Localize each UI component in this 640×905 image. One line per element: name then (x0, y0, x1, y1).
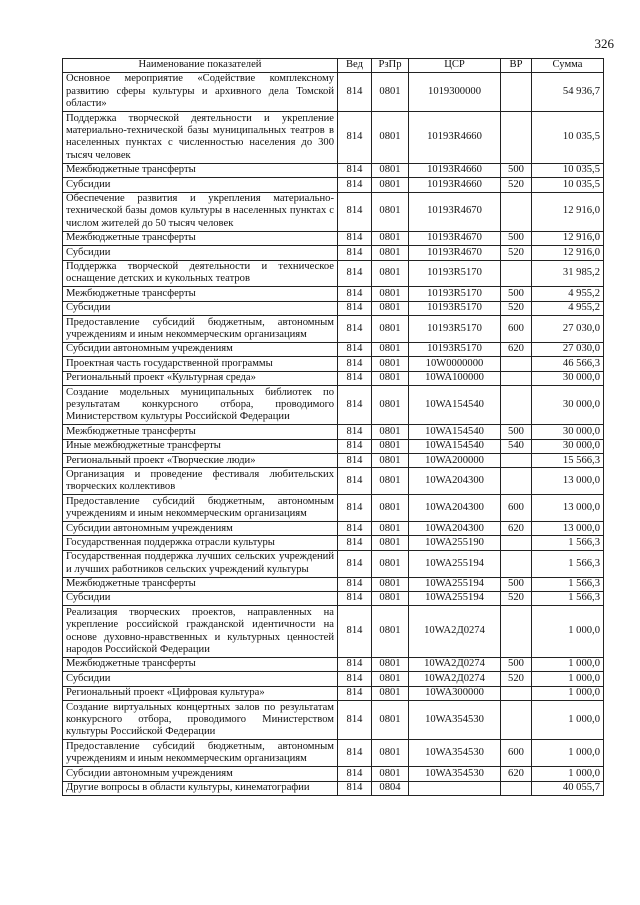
cell-name: Региональный проект «Творческие люди» (63, 454, 338, 468)
cell-rzpr: 0801 (372, 740, 409, 767)
table-row (63, 342, 604, 356)
header-rzpr: РзПр (372, 59, 409, 73)
cell-name: Субсидии (63, 246, 338, 260)
cell-csr: 10193R4660 (409, 178, 501, 192)
cell-rzpr: 0801 (372, 316, 409, 343)
cell-sum: 1 566,3 (532, 577, 604, 591)
cell-csr: 10WA200000 (409, 454, 501, 468)
cell-sum: 27 030,0 (532, 316, 604, 343)
cell-sum: 1 000,0 (532, 672, 604, 686)
cell-sum: 13 000,0 (532, 495, 604, 522)
table-row (63, 550, 604, 577)
cell-sum: 1 566,3 (532, 550, 604, 577)
cell-vr (501, 371, 532, 385)
table-row (63, 522, 604, 536)
cell-sum: 4 955,2 (532, 301, 604, 315)
cell-rzpr: 0801 (372, 701, 409, 740)
cell-sum: 54 936,7 (532, 73, 604, 112)
cell-ved: 814 (338, 301, 372, 315)
cell-rzpr: 0801 (372, 178, 409, 192)
cell-ved: 814 (338, 163, 372, 177)
cell-sum: 30 000,0 (532, 371, 604, 385)
cell-vr (501, 781, 532, 795)
table-row (63, 577, 604, 591)
table-row (63, 163, 604, 177)
cell-rzpr: 0801 (372, 686, 409, 700)
table-row (63, 740, 604, 767)
cell-csr: 10193R5170 (409, 316, 501, 343)
cell-csr: 10WA154540 (409, 386, 501, 425)
cell-rzpr: 0801 (372, 592, 409, 606)
cell-csr: 10WA354530 (409, 740, 501, 767)
cell-vr: 500 (501, 287, 532, 301)
cell-name: Субсидии автономным учреждениям (63, 342, 338, 356)
cell-name: Другие вопросы в области культуры, кинематографии (63, 781, 338, 795)
cell-csr: 10WA255190 (409, 536, 501, 550)
cell-vr: 500 (501, 657, 532, 671)
cell-name: Основное мероприятие «Содействие комплексному развитию сферы культуры и архивного дела Томской области» (63, 73, 338, 112)
cell-ved: 814 (338, 342, 372, 356)
cell-sum: 31 985,2 (532, 260, 604, 287)
header-name: Наименование показателей (63, 59, 338, 73)
cell-csr: 10193R4670 (409, 192, 501, 231)
cell-ved: 814 (338, 536, 372, 550)
table-row (63, 260, 604, 287)
cell-vr: 600 (501, 740, 532, 767)
cell-sum: 12 916,0 (532, 231, 604, 245)
cell-vr (501, 386, 532, 425)
cell-name: Межбюджетные трансферты (63, 163, 338, 177)
cell-ved: 814 (338, 767, 372, 781)
cell-name: Межбюджетные трансферты (63, 577, 338, 591)
cell-rzpr: 0801 (372, 439, 409, 453)
cell-ved: 814 (338, 425, 372, 439)
cell-ved: 814 (338, 112, 372, 164)
cell-vr (501, 192, 532, 231)
cell-name: Межбюджетные трансферты (63, 425, 338, 439)
cell-sum: 1 000,0 (532, 606, 604, 658)
cell-sum: 27 030,0 (532, 342, 604, 356)
cell-csr: 10WA154540 (409, 439, 501, 453)
cell-vr: 600 (501, 316, 532, 343)
cell-ved: 814 (338, 468, 372, 495)
table-row (63, 454, 604, 468)
cell-csr: 10193R5170 (409, 342, 501, 356)
table-row (63, 386, 604, 425)
cell-csr: 10WA204300 (409, 522, 501, 536)
cell-name: Предоставление субсидий бюджетным, автономным учреждениям и иным некоммерческим организациям (63, 316, 338, 343)
table-row (63, 495, 604, 522)
cell-vr (501, 701, 532, 740)
cell-name: Субсидии автономным учреждениям (63, 767, 338, 781)
cell-ved: 814 (338, 357, 372, 371)
cell-rzpr: 0801 (372, 73, 409, 112)
cell-ved: 814 (338, 522, 372, 536)
cell-ved: 814 (338, 495, 372, 522)
cell-name: Субсидии (63, 178, 338, 192)
cell-sum: 13 000,0 (532, 522, 604, 536)
cell-name: Государственная поддержка лучших сельских учреждений и лучших работников сельских учреждений культуры (63, 550, 338, 577)
cell-name: Субсидии автономным учреждениям (63, 522, 338, 536)
cell-rzpr: 0801 (372, 672, 409, 686)
cell-vr: 520 (501, 592, 532, 606)
cell-rzpr: 0801 (372, 342, 409, 356)
cell-name: Государственная поддержка отрасли культуры (63, 536, 338, 550)
cell-ved: 814 (338, 386, 372, 425)
cell-ved: 814 (338, 781, 372, 795)
cell-csr: 10193R4660 (409, 163, 501, 177)
cell-sum: 1 000,0 (532, 686, 604, 700)
table-row (63, 672, 604, 686)
cell-vr (501, 550, 532, 577)
cell-rzpr: 0801 (372, 246, 409, 260)
cell-rzpr: 0801 (372, 550, 409, 577)
table-row (63, 536, 604, 550)
cell-vr: 500 (501, 577, 532, 591)
table-row (63, 592, 604, 606)
table-row (63, 425, 604, 439)
cell-vr: 520 (501, 246, 532, 260)
cell-csr: 10193R5170 (409, 287, 501, 301)
cell-rzpr: 0804 (372, 781, 409, 795)
cell-rzpr: 0801 (372, 468, 409, 495)
cell-ved: 814 (338, 73, 372, 112)
cell-rzpr: 0801 (372, 657, 409, 671)
cell-name: Организация и проведение фестиваля любительских творческих коллективов (63, 468, 338, 495)
cell-name: Межбюджетные трансферты (63, 231, 338, 245)
table-row (63, 357, 604, 371)
cell-csr: 10193R5170 (409, 260, 501, 287)
cell-csr: 10WA354530 (409, 767, 501, 781)
cell-csr: 10WA154540 (409, 425, 501, 439)
cell-sum: 46 566,3 (532, 357, 604, 371)
cell-csr: 10WA204300 (409, 468, 501, 495)
cell-sum: 1 566,3 (532, 536, 604, 550)
cell-rzpr: 0801 (372, 163, 409, 177)
cell-vr: 520 (501, 672, 532, 686)
cell-ved: 814 (338, 260, 372, 287)
cell-ved: 814 (338, 178, 372, 192)
cell-vr (501, 73, 532, 112)
cell-ved: 814 (338, 657, 372, 671)
cell-name: Субсидии (63, 672, 338, 686)
cell-name: Предоставление субсидий бюджетным, автономным учреждениям и иным некоммерческим организациям (63, 495, 338, 522)
cell-vr: 600 (501, 495, 532, 522)
cell-ved: 814 (338, 316, 372, 343)
cell-rzpr: 0801 (372, 522, 409, 536)
header-sum: Сумма (532, 59, 604, 73)
cell-ved: 814 (338, 672, 372, 686)
table-row (63, 701, 604, 740)
cell-rzpr: 0801 (372, 287, 409, 301)
table-row (63, 73, 604, 112)
cell-vr: 620 (501, 767, 532, 781)
cell-csr: 10193R4660 (409, 112, 501, 164)
cell-sum: 15 566,3 (532, 454, 604, 468)
table-row (63, 112, 604, 164)
cell-csr: 10193R4670 (409, 231, 501, 245)
cell-vr (501, 686, 532, 700)
cell-name: Региональный проект «Культурная среда» (63, 371, 338, 385)
cell-csr: 10W0000000 (409, 357, 501, 371)
cell-sum: 1 566,3 (532, 592, 604, 606)
cell-rzpr: 0801 (372, 577, 409, 591)
cell-ved: 814 (338, 686, 372, 700)
header-csr: ЦСР (409, 59, 501, 73)
cell-sum: 10 035,5 (532, 112, 604, 164)
table-row (63, 439, 604, 453)
table-row (63, 192, 604, 231)
cell-ved: 814 (338, 606, 372, 658)
cell-csr: 10193R5170 (409, 301, 501, 315)
cell-sum: 40 055,7 (532, 781, 604, 795)
cell-sum: 1 000,0 (532, 740, 604, 767)
cell-rzpr: 0801 (372, 260, 409, 287)
cell-ved: 814 (338, 454, 372, 468)
cell-name: Межбюджетные трансферты (63, 657, 338, 671)
cell-vr (501, 260, 532, 287)
cell-sum: 1 000,0 (532, 767, 604, 781)
table-row (63, 781, 604, 795)
cell-name: Иные межбюджетные трансферты (63, 439, 338, 453)
cell-sum: 10 035,5 (532, 178, 604, 192)
cell-ved: 814 (338, 246, 372, 260)
cell-vr: 500 (501, 425, 532, 439)
cell-vr: 540 (501, 439, 532, 453)
cell-rzpr: 0801 (372, 371, 409, 385)
cell-sum: 12 916,0 (532, 246, 604, 260)
table-row (63, 301, 604, 315)
cell-rzpr: 0801 (372, 231, 409, 245)
cell-csr: 10WA255194 (409, 577, 501, 591)
cell-rzpr: 0801 (372, 301, 409, 315)
cell-csr: 10WA2Д0274 (409, 672, 501, 686)
cell-csr: 10WA100000 (409, 371, 501, 385)
cell-vr: 520 (501, 178, 532, 192)
cell-rzpr: 0801 (372, 192, 409, 231)
cell-name: Региональный проект «Цифровая культура» (63, 686, 338, 700)
cell-csr: 10WA2Д0274 (409, 657, 501, 671)
cell-sum: 4 955,2 (532, 287, 604, 301)
cell-vr (501, 468, 532, 495)
cell-rzpr: 0801 (372, 454, 409, 468)
cell-sum: 13 000,0 (532, 468, 604, 495)
cell-rzpr: 0801 (372, 606, 409, 658)
cell-vr (501, 536, 532, 550)
cell-name: Поддержка творческой деятельности и техническое оснащение детских и кукольных театров (63, 260, 338, 287)
cell-csr: 10WA300000 (409, 686, 501, 700)
cell-csr: 10WA255194 (409, 592, 501, 606)
cell-sum: 1 000,0 (532, 701, 604, 740)
cell-rzpr: 0801 (372, 536, 409, 550)
cell-vr: 500 (501, 231, 532, 245)
cell-csr: 10193R4670 (409, 246, 501, 260)
cell-rzpr: 0801 (372, 767, 409, 781)
cell-csr: 10WA2Д0274 (409, 606, 501, 658)
cell-vr: 520 (501, 301, 532, 315)
cell-sum: 12 916,0 (532, 192, 604, 231)
table-row (63, 657, 604, 671)
cell-ved: 814 (338, 287, 372, 301)
cell-csr: 1019300000 (409, 73, 501, 112)
cell-ved: 814 (338, 371, 372, 385)
cell-ved: 814 (338, 701, 372, 740)
header-vr: ВР (501, 59, 532, 73)
cell-vr: 620 (501, 342, 532, 356)
cell-rzpr: 0801 (372, 357, 409, 371)
cell-vr (501, 357, 532, 371)
cell-ved: 814 (338, 550, 372, 577)
budget-table (62, 58, 604, 796)
cell-name: Поддержка творческой деятельности и укрепление материально-технической базы муниципальных театров в населенных пунктах с численностью населения до 300 тысяч человек (63, 112, 338, 164)
cell-ved: 814 (338, 740, 372, 767)
cell-name: Проектная часть государственной программы (63, 357, 338, 371)
cell-ved: 814 (338, 439, 372, 453)
cell-sum: 30 000,0 (532, 425, 604, 439)
cell-sum: 10 035,5 (532, 163, 604, 177)
table-row (63, 686, 604, 700)
cell-rzpr: 0801 (372, 386, 409, 425)
cell-rzpr: 0801 (372, 112, 409, 164)
table-row (63, 371, 604, 385)
cell-name: Субсидии (63, 592, 338, 606)
cell-ved: 814 (338, 231, 372, 245)
header-ved: Вед (338, 59, 372, 73)
cell-ved: 814 (338, 592, 372, 606)
cell-vr (501, 606, 532, 658)
table-row (63, 231, 604, 245)
cell-vr (501, 454, 532, 468)
cell-csr (409, 781, 501, 795)
cell-name: Субсидии (63, 301, 338, 315)
table-row (63, 606, 604, 658)
cell-name: Обеспечение развития и укрепления материально-технической базы домов культуры в населенных пунктах с числом жителей до 50 тысяч человек (63, 192, 338, 231)
table-row (63, 316, 604, 343)
cell-name: Межбюджетные трансферты (63, 287, 338, 301)
cell-name: Реализация творческих проектов, направленных на укрепление российской гражданской идентичности на основе духовно-нравственных и культурных ценностей народов Российской Федерации (63, 606, 338, 658)
cell-name: Создание виртуальных концертных залов по результатам конкурсного отбора, проводимого Министерством культуры Российской Федерации (63, 701, 338, 740)
cell-rzpr: 0801 (372, 495, 409, 522)
cell-name: Предоставление субсидий бюджетным, автономным учреждениям и иным некоммерческим организациям (63, 740, 338, 767)
cell-sum: 30 000,0 (532, 439, 604, 453)
table-row (63, 287, 604, 301)
table-header-row (63, 59, 604, 73)
cell-ved: 814 (338, 577, 372, 591)
cell-vr: 500 (501, 163, 532, 177)
cell-vr (501, 112, 532, 164)
cell-rzpr: 0801 (372, 425, 409, 439)
cell-sum: 1 000,0 (532, 657, 604, 671)
table-row (63, 468, 604, 495)
cell-csr: 10WA204300 (409, 495, 501, 522)
table-row (63, 178, 604, 192)
table-row (63, 767, 604, 781)
cell-ved: 814 (338, 192, 372, 231)
cell-vr: 620 (501, 522, 532, 536)
cell-name: Создание модельных муниципальных библиотек по результатам конкурсного отбора, проводимого Министерством культуры Российской Федерации (63, 386, 338, 425)
cell-csr: 10WA255194 (409, 550, 501, 577)
table-row (63, 246, 604, 260)
page-number: 326 (594, 36, 614, 51)
cell-sum: 30 000,0 (532, 386, 604, 425)
cell-csr: 10WA354530 (409, 701, 501, 740)
